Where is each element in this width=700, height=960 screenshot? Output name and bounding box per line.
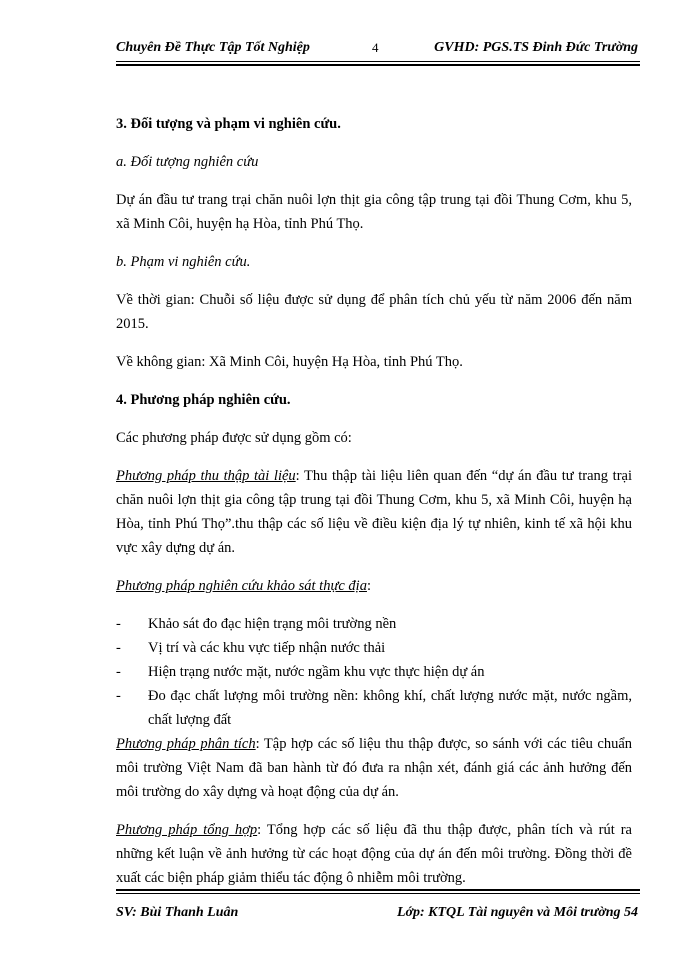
method-synthesis-text: : Tổng hợp các số liệu đã thu thập được, phân tích và rút ra những kết luận về ảnh hưởng từ các hoạt động của dự án đến môi trường. Đồng thời đề xuất các biện pháp giảm thiểu tác động ô nhiễm môi trường. xyxy=(116,822,632,886)
section-3a-heading: a. Đối tượng nghiên cứu xyxy=(116,154,259,170)
method-survey xyxy=(116,574,632,598)
method-collection-text: : Thu thập tài liệu liên quan đến “dự án đầu tư trang trại chăn nuôi lợn thịt gia công tập trung tại đồi Thung Cơm, khu 5, xã Minh Côi, huyện hạ Hòa, tỉnh Phú Thọ”.thu thập các số liệu về điều kiện địa lý tự nhiên, kinh tế xã hội khu vực xây dựng dự án. xyxy=(116,468,632,556)
method-analysis xyxy=(116,732,632,804)
header-rule-thick xyxy=(116,64,640,66)
method-synthesis-label: Phương pháp tổng hợp xyxy=(116,822,258,838)
footer-rule-thick xyxy=(116,889,640,891)
section-3-heading: 3. Đối tượng và phạm vi nghiên cứu. xyxy=(116,116,341,132)
method-collection-label: Phương pháp thu thập tài liệu xyxy=(116,468,296,484)
list-item: - Vị trí và các khu vực tiếp nhận nước thải xyxy=(116,636,632,660)
list-item: - Đo đạc chất lượng môi trường nền: không khí, chất lượng nước mặt, nước ngầm, chất lượng đất xyxy=(116,684,632,732)
methods-intro: Các phương pháp được sử dụng gồm có: xyxy=(116,430,352,446)
footer-student: SV: Bùi Thanh Luân xyxy=(116,905,239,920)
footer-rule-thin xyxy=(116,893,640,894)
method-collection xyxy=(116,464,632,560)
method-survey-colon: : xyxy=(366,578,371,594)
section-3b-heading: b. Phạm vi nghiên cứu. xyxy=(116,254,251,270)
section-4-heading: 4. Phương pháp nghiên cứu. xyxy=(116,392,291,408)
method-analysis-label: Phương pháp phân tích xyxy=(116,736,256,752)
page-number: 4 xyxy=(372,40,379,55)
header-title: Chuyên Đề Thực Tập Tốt Nghiệp xyxy=(116,40,310,55)
section-3a-text: Dự án đầu tư trang trại chăn nuôi lợn thịt gia công tập trung tại đồi Thung Cơm, khu 5, xã Minh Côi, huyện hạ Hòa, tỉnh Phú Thọ. xyxy=(116,192,632,232)
footer-class: Lớp: KTQL Tài nguyên và Môi trường 54 xyxy=(396,905,638,920)
scope-time: Về thời gian: Chuỗi số liệu được sử dụng để phân tích chủ yếu từ năm 2006 đến năm 2015. xyxy=(116,292,632,332)
survey-list xyxy=(116,612,632,732)
page-header xyxy=(116,40,638,60)
list-item: - Hiện trạng nước mặt, nước ngầm khu vực thực hiện dự án xyxy=(116,660,632,684)
scope-space: Về không gian: Xã Minh Côi, huyện Hạ Hòa, tỉnh Phú Thọ. xyxy=(116,354,463,370)
page-body xyxy=(116,110,632,890)
method-synthesis xyxy=(116,818,632,890)
method-analysis-text: : Tập hợp các số liệu thu thập được, so sánh với các tiêu chuẩn môi trường Việt Nam đã ban hành từ đó đưa ra nhận xét, đánh giá các ảnh hưởng đến môi trường do xây dựng và hoạt động của dự án. xyxy=(116,736,633,800)
header-advisor: GVHD: PGS.TS Đinh Đức Trường xyxy=(434,40,638,55)
header-rule-thin xyxy=(116,61,640,62)
method-survey-label: Phương pháp nghiên cứu khảo sát thực địa xyxy=(116,578,367,594)
list-item: - Khảo sát đo đạc hiện trạng môi trường nền xyxy=(116,612,632,636)
